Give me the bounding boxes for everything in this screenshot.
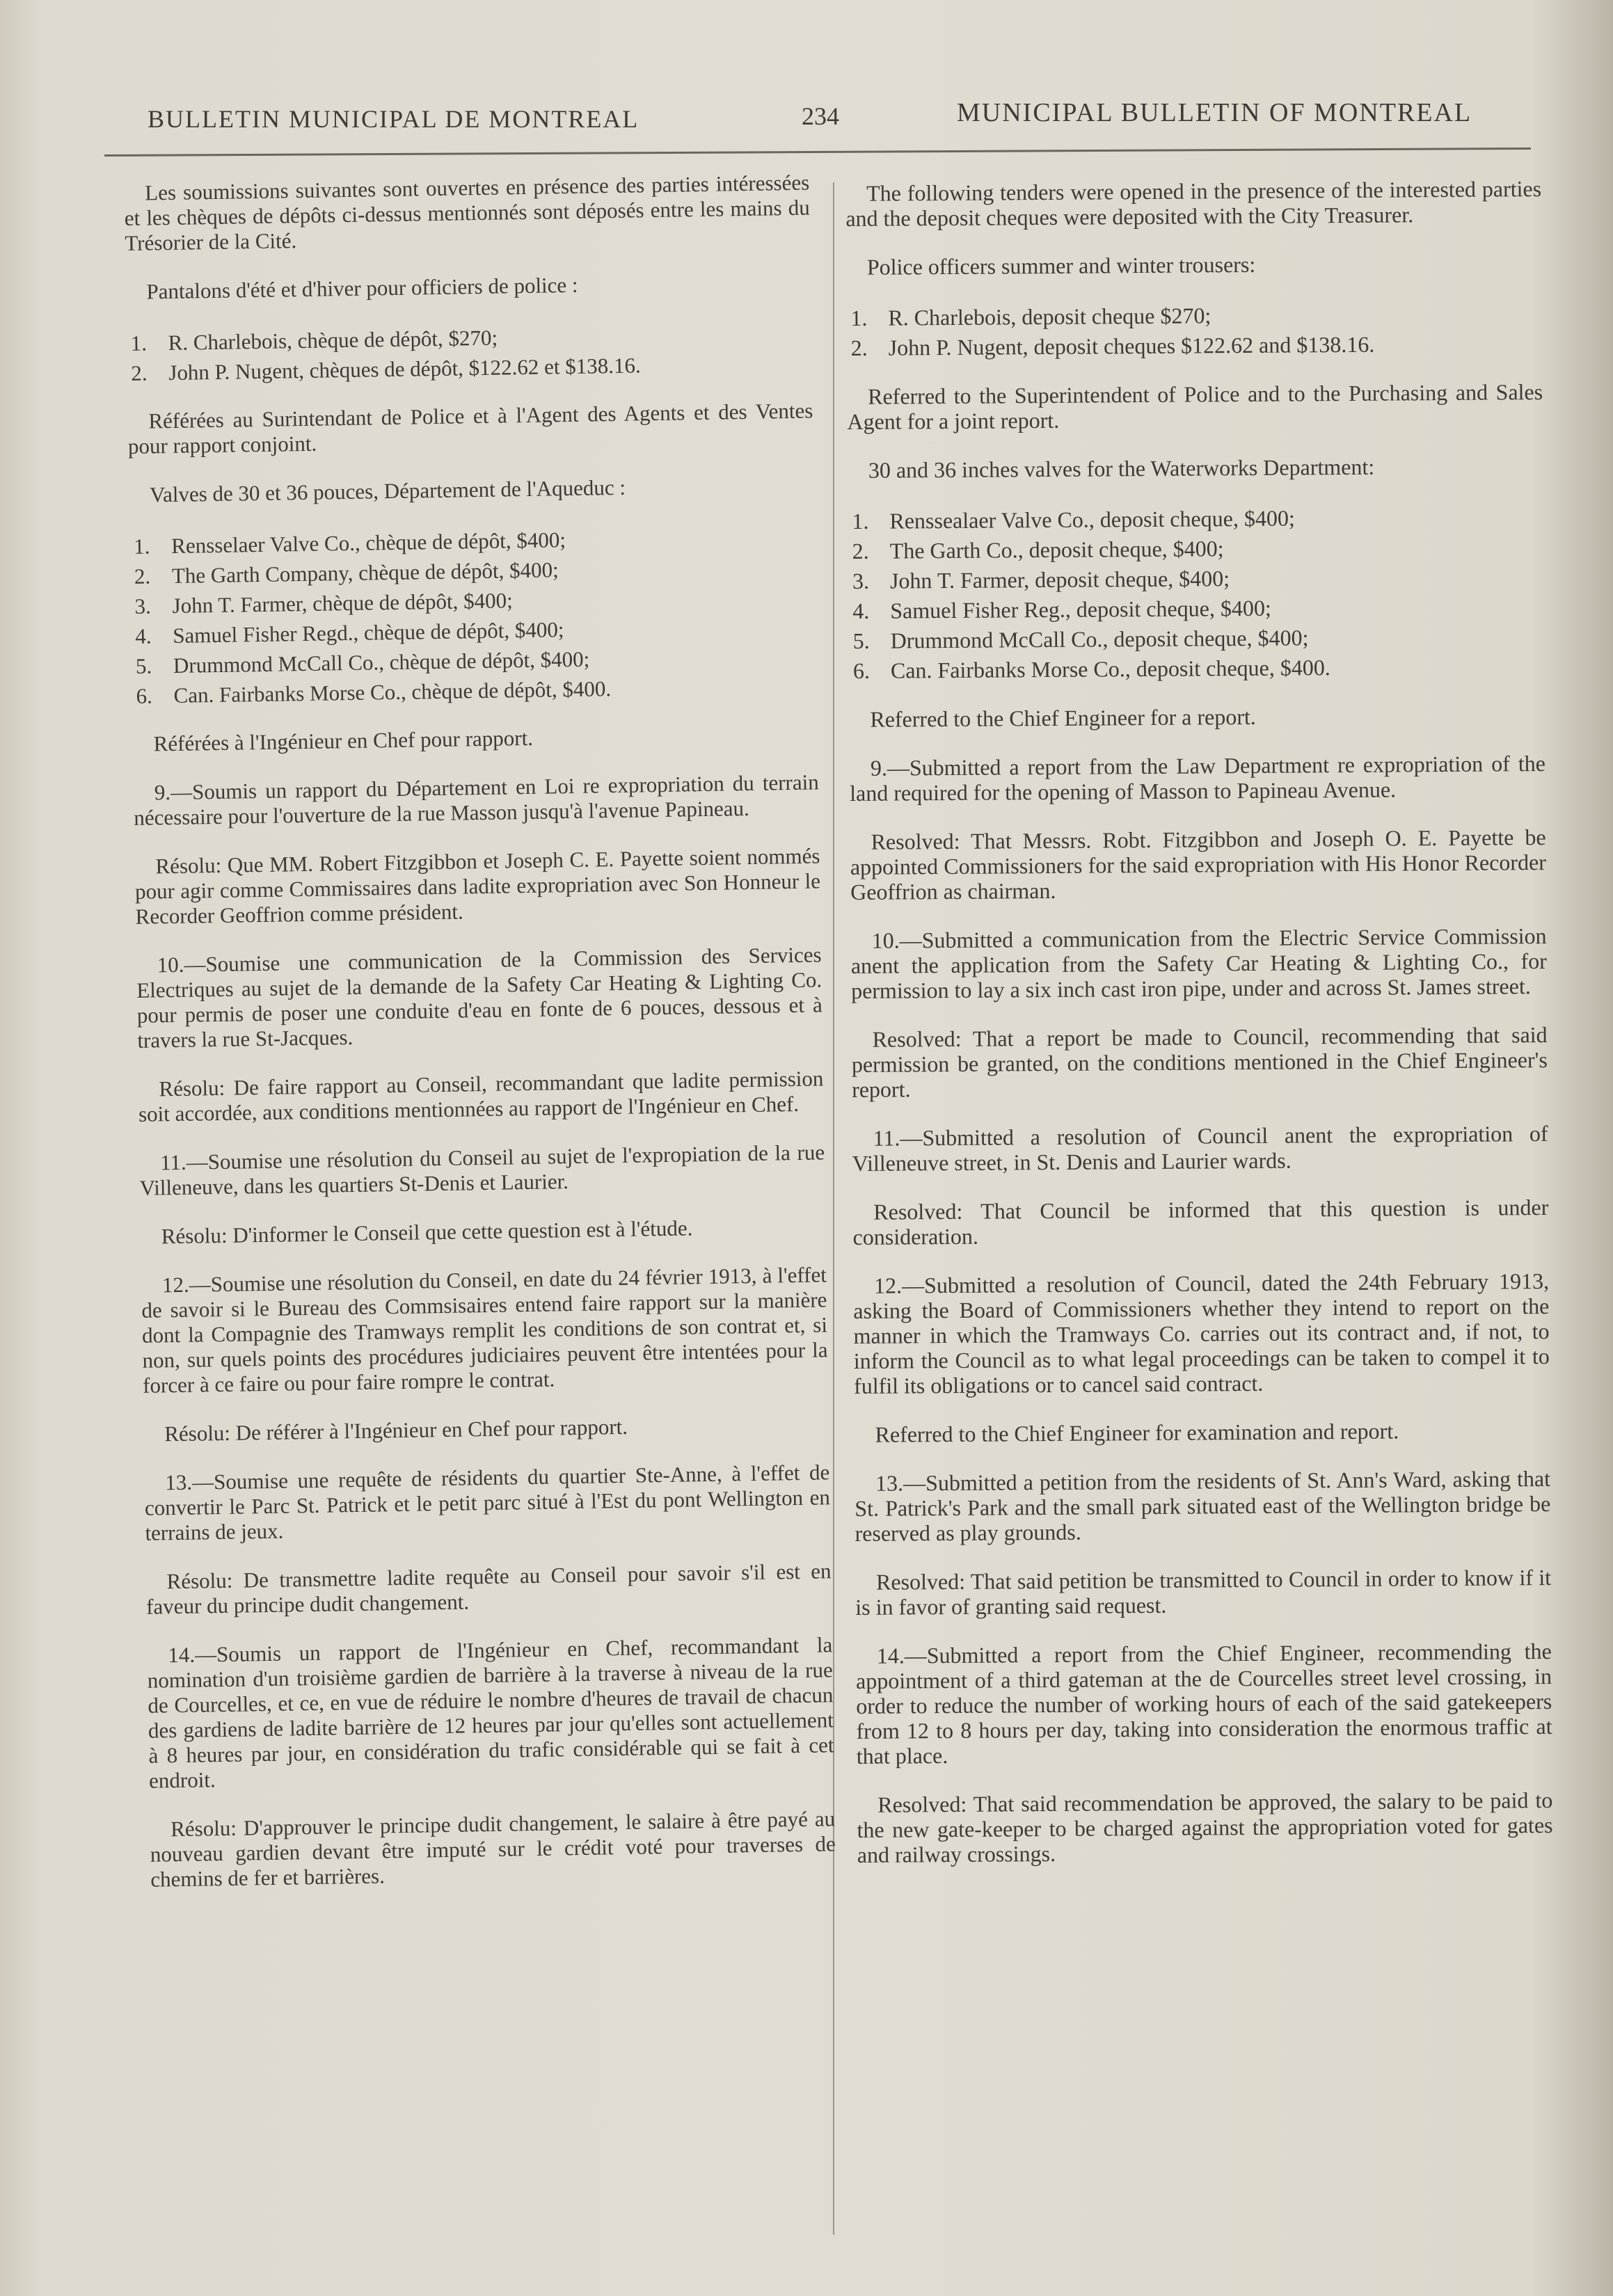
- item-text: John P. Nugent, chèques de dépôt, $122.62 et $138.16.: [168, 353, 642, 385]
- list-item: [848, 591, 1544, 626]
- item-number: 6.: [136, 683, 153, 708]
- item-14-resolution: Resolved: That said recommendation be approved, the salary to be paid to the new gate-keeper to be charged against the appropriation voted for gates and railway crossings.: [857, 1787, 1553, 1867]
- item-10: 10.—Soumise une communication de la Commission des Services Electriques au sujet de la demande de la Safety Car Heating & Lighting Co. pour permis de poser une conduite d'eau en fonte de 6 pouces, dessous et à travers la rue St-Jacques.: [136, 942, 823, 1053]
- item-number: 5.: [852, 628, 870, 653]
- list-item: [848, 621, 1544, 656]
- trousers-heading: Pantalons d'été et d'hiver pour officiers de police :: [146, 272, 578, 304]
- item-14-resolution: Résolu: D'approuver le principe dudit changement, le salaire à être payé au nouveau gardien devant être imputé sur le crédit voté pour traverses de chemins de fer et barrières.: [150, 1806, 836, 1892]
- item-number: 3.: [134, 593, 152, 619]
- trousers-heading: Police officers summer and winter trousers:: [866, 251, 1256, 280]
- valves-referral: Référées à l'Ingénieur en Chef pour rapport.: [153, 725, 534, 756]
- page-header: [0, 97, 1613, 139]
- item-number: 2.: [850, 335, 868, 360]
- list-item: [848, 561, 1544, 596]
- item-12: 12.—Soumise une résolution du Conseil, en date du 24 février 1913, à l'effet de savoir si le Bureau des Commsisaires entend faire rapport sur la manière dont la Compagnie des Tramways remplit les conditions de son contrat et, si non, sur quels points des procédures judiciaires peuvent être intentées pour la forcer à ce faire ou pour faire rompre le contrat.: [141, 1262, 828, 1398]
- item-14: 14.—Submitted a report from the Chief Engineer, recommending the appointment of a third gateman at the de Courcelles street level crossing, in order to reduce the number of working hours of each of the said gatekeepers from 12 to 8 hours per day, taking into consideration the enormous traffic at that place.: [855, 1638, 1552, 1769]
- item-text: R. Charlebois, chèque de dépôt, $270;: [168, 325, 498, 356]
- item-11-resolution: Résolu: D'informer le Conseil que cette question est à l'étude.: [161, 1215, 693, 1249]
- item-number: 5.: [135, 653, 152, 678]
- item-13: 13.—Soumise une requête de résidents du quartier Ste-Anne, à l'effet de convertir le Parc St. Patrick et le petit parc situé à l'Est du pont Wellington en terrains de jeux.: [144, 1460, 831, 1545]
- item-text: John P. Nugent, deposit cheques $122.62 and $138.16.: [888, 331, 1375, 360]
- trousers-referral: Référées au Surintendant de Police et à l'Agent des Agents et des Ventes pour rapport conjoint.: [127, 398, 813, 459]
- trousers-list: [846, 298, 1543, 363]
- item-10-resolution: Resolved: That a report be made to Council, recommending that said permission be granted, on the conditions mentioned in the Chief Engineer's report.: [851, 1021, 1548, 1102]
- header-title-english: MUNICIPAL BULLETIN OF MONTREAL: [957, 98, 1472, 127]
- item-9-resolution: Résolu: Que MM. Robert Fitzgibbon et Joseph C. E. Payette soient nommés pour agir comme Commissaires dans ladite expropriation avec Son Honneur le Recorder Geoffrion comme président.: [134, 843, 821, 929]
- list-item: [846, 298, 1542, 333]
- item-number: 4.: [135, 623, 152, 648]
- item-12-resolution: Referred to the Chief Engineer for examination and report.: [875, 1418, 1399, 1447]
- item-text: Renssealaer Valve Co., deposit cheque, $400;: [889, 505, 1295, 534]
- valves-heading: 30 and 36 inches valves for the Waterworks Department:: [868, 454, 1375, 483]
- item-10-resolution: Résolu: De faire rapport au Conseil, recommandant que ladite permission soit accordée, aux conditions mentionnées au rapport de l'Ingénieur en Chef.: [138, 1066, 824, 1126]
- item-number: 3.: [852, 568, 870, 593]
- item-number: 2.: [134, 564, 151, 589]
- item-12-resolution: Résolu: De référer à l'Ingénieur en Chef pour rapport.: [164, 1414, 628, 1446]
- item-text: The Garth Company, chèque de dépôt, $400;: [171, 557, 559, 588]
- item-14: 14.—Soumis un rapport de l'Ingénieur en Chef, recommandant la nomination d'un troisième gardien de barrière à la traverse à niveau de la rue de Courcelles, et ce, en vue de réduire le nombre d'heures de travail de chacun des gardiens de ladite barrière de 12 heures par jour qu'elles sont actuellement à 8 heures par jour, en considération du trafic considérable qui se fait à cet endroit.: [147, 1632, 834, 1793]
- list-item: [848, 502, 1543, 536]
- item-number: 1.: [852, 508, 869, 534]
- item-number: 1.: [130, 330, 148, 356]
- valves-list: [129, 520, 818, 710]
- list-item: [848, 532, 1544, 566]
- item-text: John T. Farmer, deposit cheque, $400;: [889, 566, 1230, 593]
- item-11: 11.—Submitted a resolution of Council anent the expropriation of Villeneuve street, in St. Denis and Laurier wards.: [852, 1120, 1548, 1176]
- item-number: 4.: [852, 598, 870, 623]
- item-text: Rensselaer Valve Co., chèque de dépôt, $400;: [170, 527, 566, 558]
- item-number: 1.: [133, 534, 150, 559]
- item-11: 11.—Soumise une résolution du Conseil au sujet de l'expropiation de la rue Villeneuve, dans les quartiers St-Denis et Laurier.: [139, 1140, 825, 1200]
- trousers-referral: Referred to the Superintendent of Police and to the Purchasing and Sales Agent for a joint report.: [847, 379, 1543, 434]
- item-number: 6.: [852, 657, 871, 683]
- header-rule: [104, 148, 1531, 157]
- item-text: John T. Farmer, chèque de dépôt, $400;: [172, 588, 514, 618]
- item-text: Can. Fairbanks Morse Co., deposit cheque, $400.: [890, 655, 1330, 683]
- intro-paragraph: The following tenders were opened in the presence of the interested parties and the deposit cheques were deposited with the City Treasurer.: [845, 176, 1542, 231]
- item-9: 9.—Submitted a report from the Law Department re expropriation of the land required for the opening of Masson to Papineau Avenue.: [850, 750, 1546, 806]
- item-12: 12.—Submitted a resolution of Council, dated the 24th February 1913, asking the Board of Commissioners whether they intend to report on the manner in which the Tramways Co. carries out its contract and, if not, to inform the Council as to what legal proceedings can be taken to compel it to fulfil its obligations or to cancel said contract.: [853, 1268, 1550, 1398]
- item-number: 1.: [850, 305, 868, 330]
- item-text: Samuel Fisher Reg., deposit cheque, $400;: [890, 595, 1271, 623]
- item-text: The Garth Co., deposit cheque, $400;: [889, 536, 1224, 564]
- valves-heading: Valves de 30 et 36 pouces, Département de l'Aqueduc :: [149, 475, 626, 507]
- item-9-resolution: Resolved: That Messrs. Robt. Fitzgibbon and Joseph O. E. Payette be appointed Commissioners for the said expropriation with His Honor Recorder Geoffrion as chairman.: [850, 824, 1546, 904]
- french-column: [124, 170, 836, 1916]
- english-column: [845, 176, 1553, 1891]
- item-text: Drummond McCall Co., deposit cheque, $400;: [890, 625, 1309, 653]
- column-divider: [833, 182, 834, 2235]
- item-text: R. Charlebois, deposit cheque $270;: [888, 303, 1211, 330]
- item-13-resolution: Resolved: That said petition be transmitted to Council in order to know if it is in favor of granting said request.: [855, 1564, 1552, 1620]
- valves-referral: Referred to the Chief Engineer for a report.: [870, 703, 1256, 732]
- item-9: 9.—Soumis un rapport du Département en Loi re expropriation du terrain nécessaire pour l'ouverture de la rue Masson jusqu'à l'avenue Papineau.: [134, 770, 819, 830]
- header-title-french: BULLETIN MUNICIPAL DE MONTREAL: [148, 105, 639, 133]
- item-text: Drummond McCall Co., chèque de dépôt, $400;: [173, 646, 590, 678]
- item-13: 13.—Submitted a petition from the residents of St. Ann's Ward, asking that St. Patrick's Park and the small park situated east of the Wellington bridge be reserved as play grounds.: [855, 1465, 1551, 1546]
- list-item: [847, 328, 1543, 363]
- valves-list: [848, 502, 1545, 686]
- item-number: 2.: [131, 360, 148, 385]
- page-number: 234: [802, 102, 839, 130]
- item-10: 10.—Submitted a communication from the Electric Service Commission anent the application from the Safety Car Heating & Lighting Co., for permission to lay a six inch cast iron pipe, under and across St. James street.: [850, 923, 1547, 1003]
- item-text: Samuel Fisher Regd., chèque de dépôt, $400;: [172, 617, 564, 648]
- item-11-resolution: Resolved: That Council be informed that this question is under consideration.: [852, 1194, 1549, 1250]
- item-text: Can. Fairbanks Morse Co., chèque de dépôt, $400.: [173, 676, 612, 708]
- item-number: 2.: [852, 538, 869, 564]
- item-13-resolution: Résolu: De transmettre ladite requête au Conseil pour savoir s'il est en faveur du principe dudit changement.: [145, 1558, 832, 1619]
- trousers-list: [126, 318, 812, 388]
- list-item: [849, 651, 1545, 686]
- intro-paragraph: Les soumissions suivantes sont ouvertes en présence des parties intéressées et les chèques de dépôts ci-dessus mentionnés sont déposés entre les mains du Trésorier de la Cité.: [124, 170, 810, 255]
